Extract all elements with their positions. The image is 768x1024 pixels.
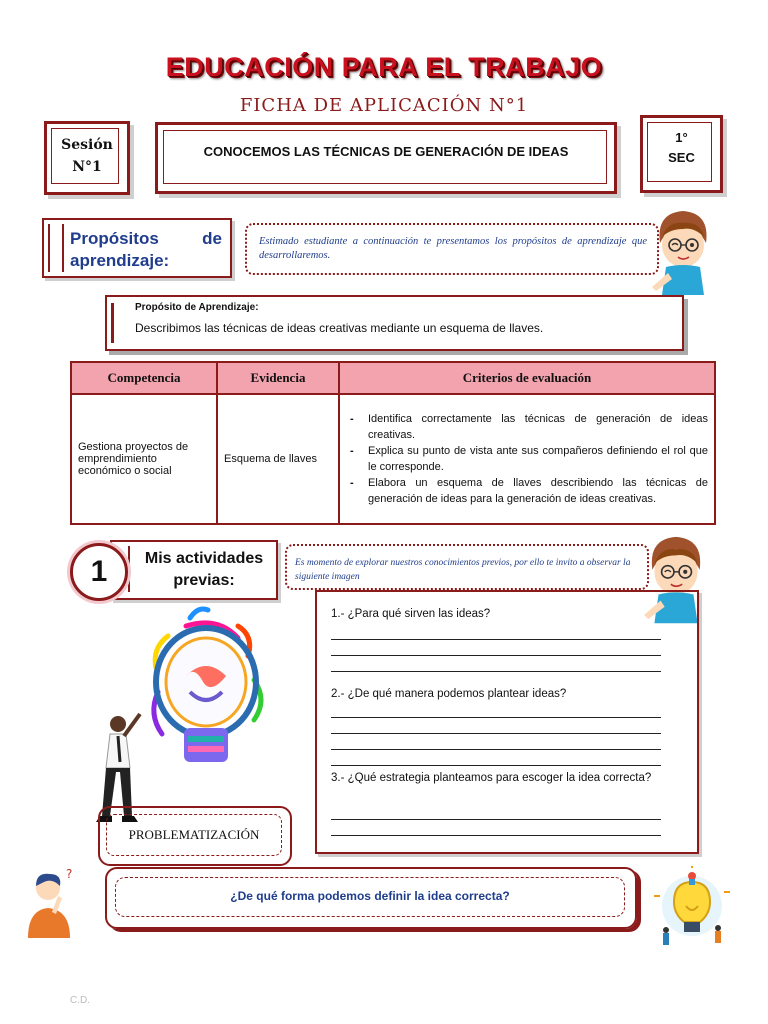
grade-level: 1°: [675, 130, 688, 145]
session-box: [44, 121, 130, 195]
lightbulb-idea-illustration: [78, 596, 293, 836]
thinking-person-icon: [22, 866, 82, 940]
grade-section: SEC: [668, 150, 695, 165]
criteria-table: [70, 361, 716, 525]
guiding-question: ¿De qué forma podemos definir la idea correcta?: [230, 889, 510, 903]
purposes-title: Propósitos de aprendizaje:: [70, 229, 222, 270]
table-row: [71, 394, 715, 524]
purpose-card: [105, 295, 684, 351]
topic-box: [155, 122, 617, 194]
session-number: N°1: [72, 159, 102, 175]
activities-title: Mis actividades previas:: [144, 550, 264, 589]
problematization-label: PROBLEMATIZACIÓN: [128, 827, 260, 842]
purpose-card-label: Propósito de Aprendizaje:: [135, 302, 259, 313]
question-2: 2.- ¿De qué manera podemos plantear ideas?: [331, 688, 567, 700]
boy-mascot-icon: [648, 203, 718, 299]
header-evidencia: Evidencia: [217, 362, 339, 394]
criterios-cell: [339, 394, 715, 524]
criterio-item: - Elabora un esquema de llaves describiendo las técnicas de generación de ideas para la generación de ideas creativas.: [368, 475, 708, 507]
activity-number-badge: 1: [70, 543, 128, 601]
problematization-box: [98, 806, 292, 866]
topic-title: CONOCEMOS LAS TÉCNICAS DE GENERACIÓN DE IDEAS: [203, 144, 569, 159]
purpose-card-text: Describimos las técnicas de ideas creativas mediante un esquema de llaves.: [135, 321, 544, 335]
page-title: EDUCACIÓN PARA EL TRABAJO: [165, 52, 603, 82]
criterio-item: - Identifica correctamente las técnicas de generación de ideas creativas.: [368, 411, 708, 443]
purposes-note: Estimado estudiante a continuación te presentamos los propósitos de aprendizaje que desarrollaremos.: [259, 236, 647, 261]
svg-text:?: ?: [66, 867, 73, 881]
guiding-question-banner: [105, 867, 637, 929]
bulb-team-icon: [644, 866, 740, 958]
answer-lines[interactable]: [331, 702, 661, 766]
activities-note-box: [285, 544, 649, 590]
header-competencia: Competencia: [71, 362, 217, 394]
question-3: 3.- ¿Qué estrategia planteamos para escoger la idea correcta?: [331, 772, 652, 784]
purposes-heading-box: [42, 218, 232, 278]
purposes-note-box: [245, 223, 659, 275]
header-criterios: Criterios de evaluación: [339, 362, 715, 394]
question-1: 1.- ¿Para qué sirven las ideas?: [331, 608, 491, 620]
grade-box: [640, 115, 723, 193]
page-subtitle: FICHA DE APLICACIÓN N°1: [239, 95, 529, 116]
answer-lines[interactable]: [331, 624, 661, 672]
activities-heading-box: [110, 540, 278, 600]
criterio-item: - Explica su punto de vista ante sus compañeros definiendo el rol que le corresponde.: [368, 443, 708, 475]
answer-lines[interactable]: [331, 804, 661, 836]
evidencia-cell: Esquema de llaves: [217, 394, 339, 524]
footer-text: C.D.: [70, 995, 90, 1006]
session-label: Sesión: [61, 137, 113, 153]
competencia-cell: Gestiona proyectos de emprendimiento económico o social: [71, 394, 217, 524]
questions-box: [315, 590, 699, 854]
activities-note: Es momento de explorar nuestros conocimientos previos, por ello te invito a observar la siguiente imagen: [295, 558, 631, 582]
